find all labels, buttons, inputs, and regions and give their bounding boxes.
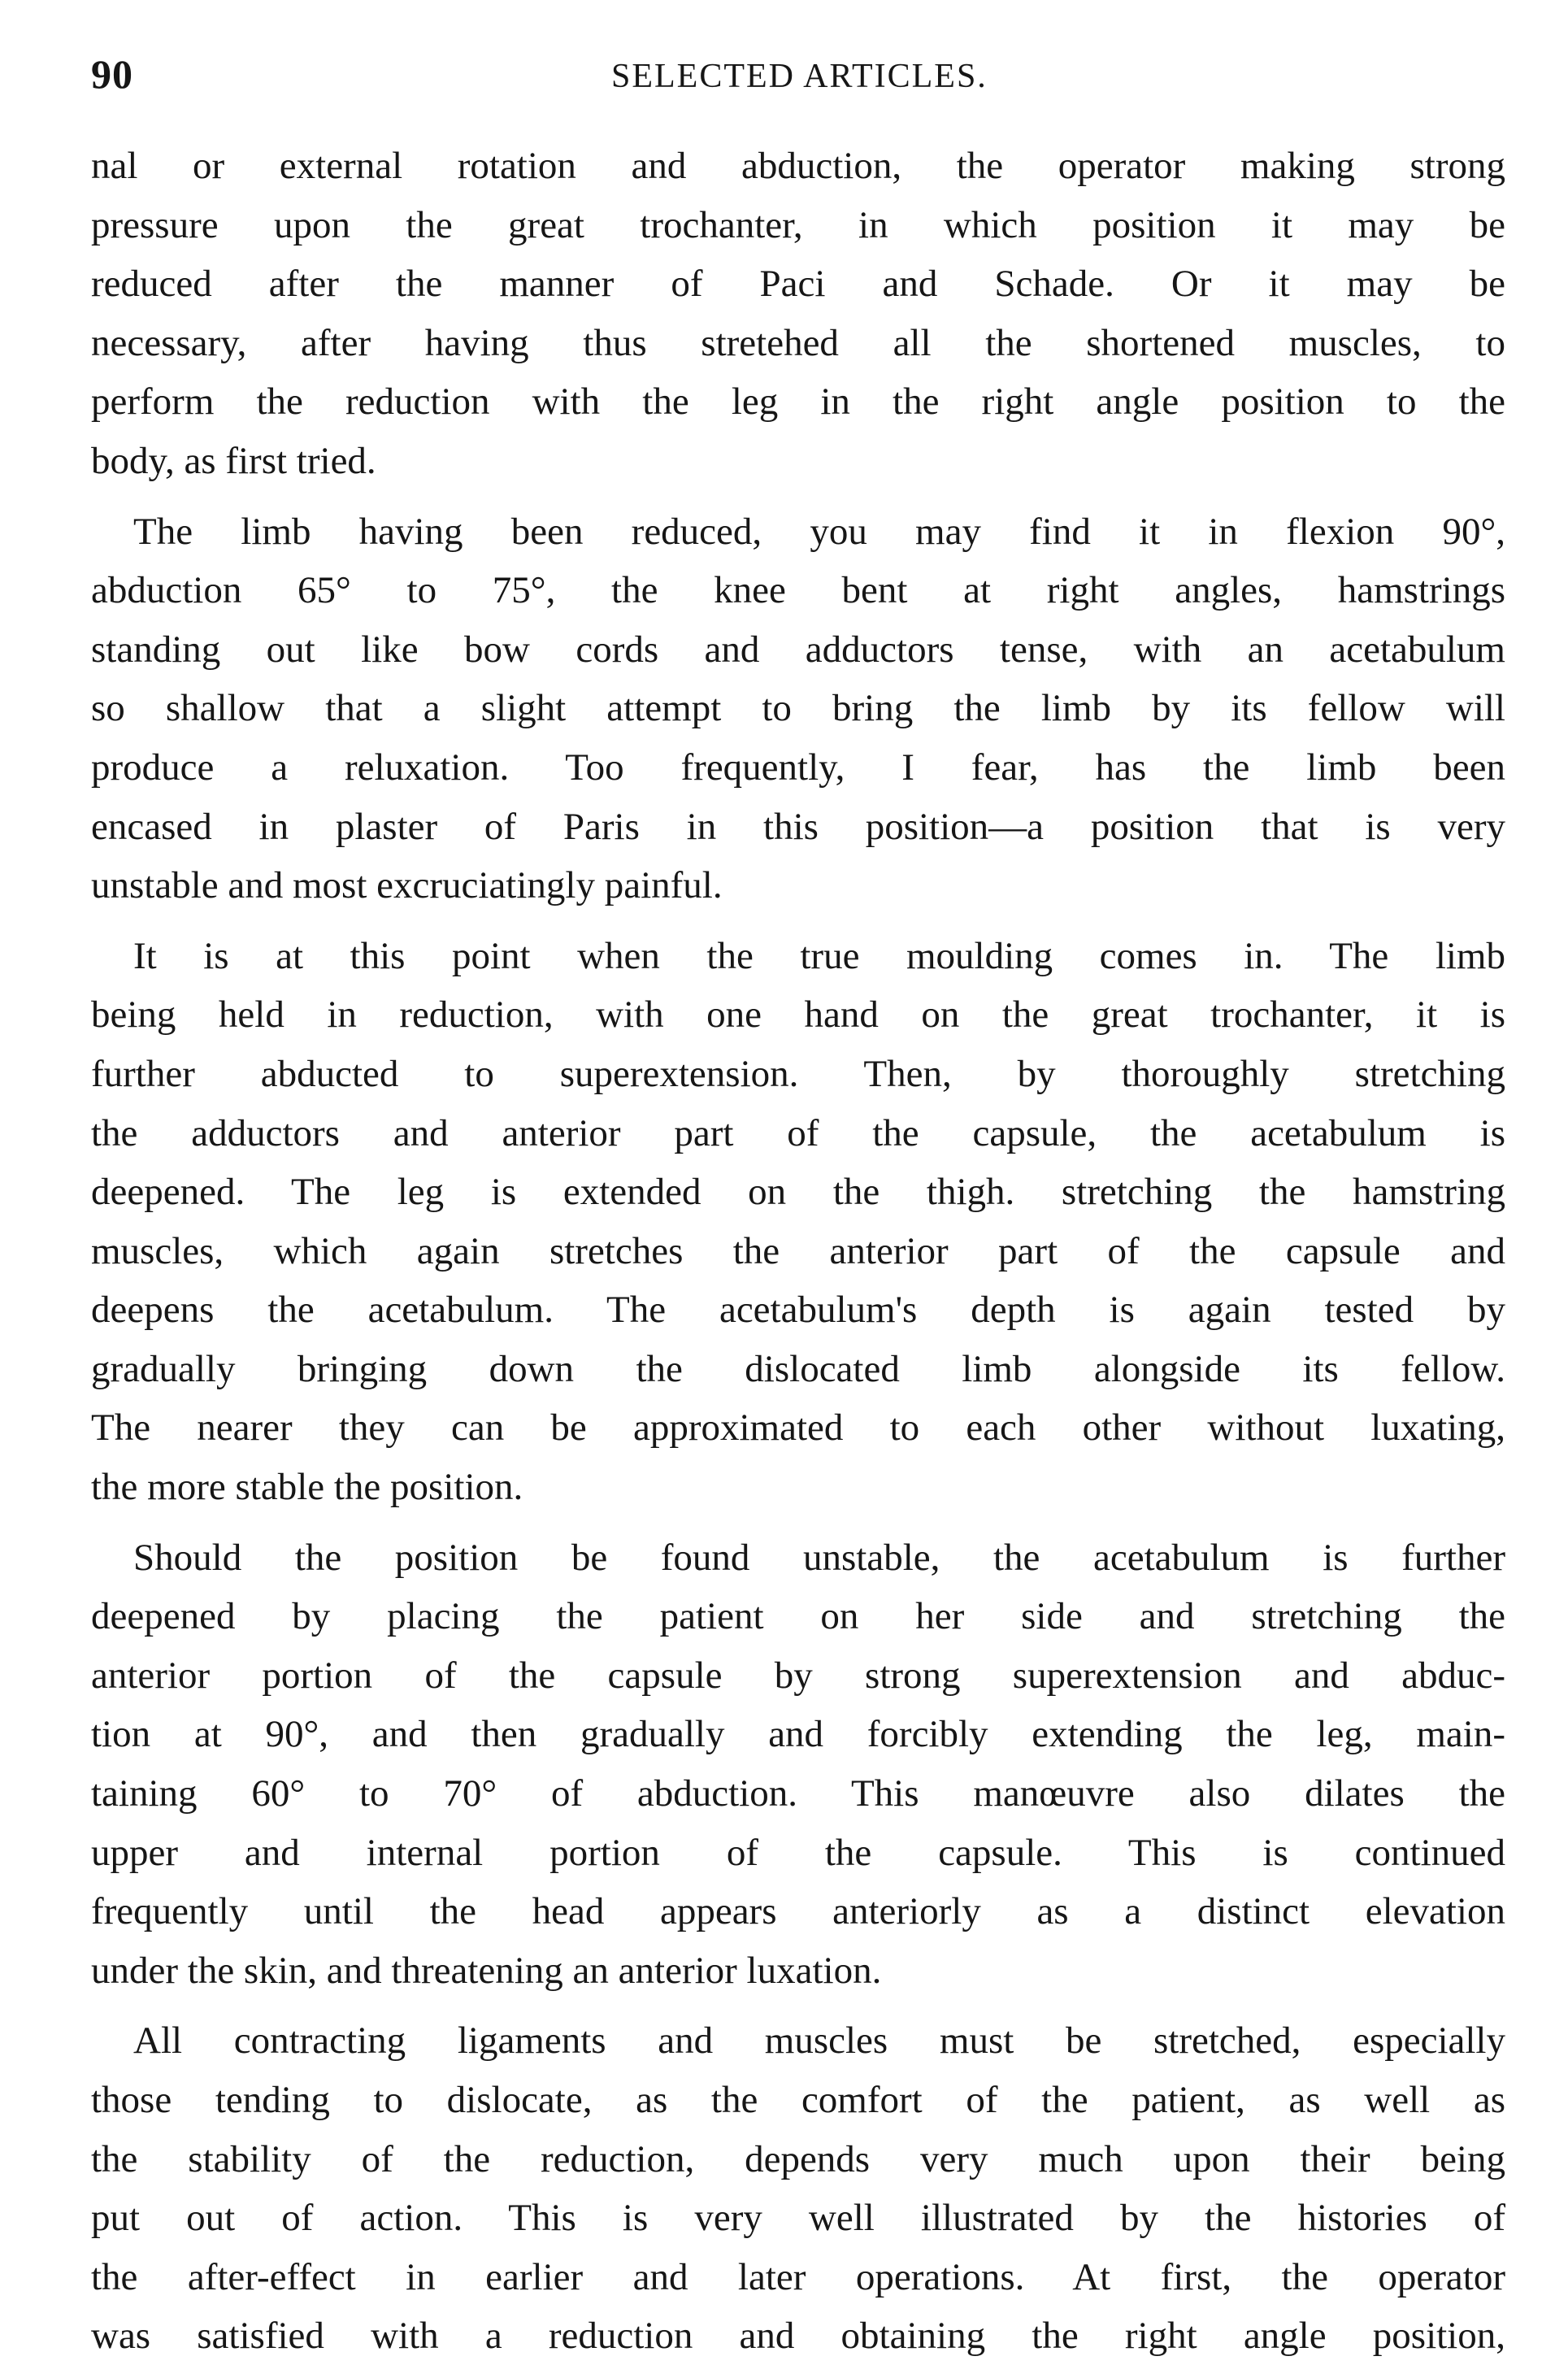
text-line: unstable and most excruciatingly painful.: [91, 864, 723, 907]
text-line: All contracting ligaments and muscles must be stretched, especially: [133, 2019, 1505, 2063]
text-line: being held in reduction, with one hand on the great trochanter, it is: [91, 993, 1505, 1037]
text-line: nal or external rotation and abduction, the operator making strong: [91, 145, 1505, 187]
text-line: abduction 65° to 75°, the knee bent at right angles, hamstrings: [91, 569, 1505, 612]
text-line: It is at this point when the true moulding comes in. The limb: [133, 934, 1505, 977]
paragraph: [91, 927, 1505, 1517]
text-line: muscles, which again stretches the anterior part of the capsule and: [91, 1229, 1505, 1272]
paragraph: [91, 2011, 1505, 2366]
text-line: encased in plaster of Paris in this position—a position that is very: [91, 805, 1505, 848]
text-line: was satisfied with a reduction and obtaining the right angle position,: [91, 2315, 1505, 2358]
text-line: the stability of the reduction, depends very much upon their being: [91, 2137, 1505, 2180]
text-line: Should the position be found unstable, the acetabulum is further: [133, 1536, 1505, 1579]
text-line: The nearer they can be approximated to each other without luxating,: [91, 1406, 1505, 1450]
text-line: anterior portion of the capsule by strong superextension and abduc-: [91, 1654, 1505, 1697]
running-title: SELECTED ARTICLES.: [611, 58, 988, 95]
text-line: deepened. The leg is extended on the thigh. stretching the hamstring: [91, 1171, 1505, 1214]
text-line: standing out like bow cords and adductors tense, with an acetabulum: [91, 628, 1505, 671]
paragraph: [91, 1528, 1505, 2001]
text-line: frequently until the head appears anteriorly as a distinct elevation: [91, 1890, 1505, 1933]
running-head: [91, 50, 1477, 99]
text-line: reduced after the manner of Paci and Schade. Or it may be: [91, 263, 1505, 306]
text-line: put out of action. This is very well illustrated by the histories of: [91, 2197, 1505, 2240]
text-line: taining 60° to 70° of abduction. This manœuvre also dilates the: [91, 1772, 1505, 1815]
text-line: perform the reduction with the leg in the right angle position to the: [91, 380, 1505, 424]
text-line: necessary, after having thus stretehed all the shortened muscles, to: [91, 321, 1505, 364]
text-line: deepened by placing the patient on her side and stretching the: [91, 1595, 1505, 1638]
text-line: the adductors and anterior part of the capsule, the acetabulum is: [91, 1111, 1505, 1154]
text-line: so shallow that a slight attempt to bring the limb by its fellow will: [91, 687, 1505, 730]
paragraph: [91, 502, 1505, 915]
text-line: gradually bringing down the dislocated limb alongside its fellow.: [91, 1347, 1505, 1390]
paragraph: [91, 137, 1505, 491]
text-line: produce a reluxation. Too frequently, I fear, has the limb been: [91, 746, 1505, 789]
text-line: further abducted to superextension. Then, by thoroughly stretching: [91, 1052, 1505, 1095]
article-body: [91, 137, 1505, 2377]
text-line: deepens the acetabulum. The acetabulum's depth is again tested by: [91, 1289, 1505, 1332]
text-line: under the skin, and threatening an anterior luxation.: [91, 1949, 882, 1992]
text-line: those tending to dislocate, as the comfort of the patient, as well as: [91, 2079, 1505, 2121]
text-line: upper and internal portion of the capsule. This is continued: [91, 1831, 1505, 1874]
text-line: tion at 90°, and then gradually and forcibly extending the leg, main-: [91, 1713, 1505, 1756]
text-line: The limb having been reduced, you may find it in flexion 90°,: [133, 510, 1505, 553]
text-line: body, as first tried.: [91, 439, 376, 482]
text-line: the more stable the position.: [91, 1466, 523, 1509]
text-line: the after-effect in earlier and later operations. At first, the operator: [91, 2255, 1505, 2298]
page-number: 90: [91, 51, 133, 97]
text-line: pressure upon the great trochanter, in which position it may be: [91, 203, 1505, 246]
